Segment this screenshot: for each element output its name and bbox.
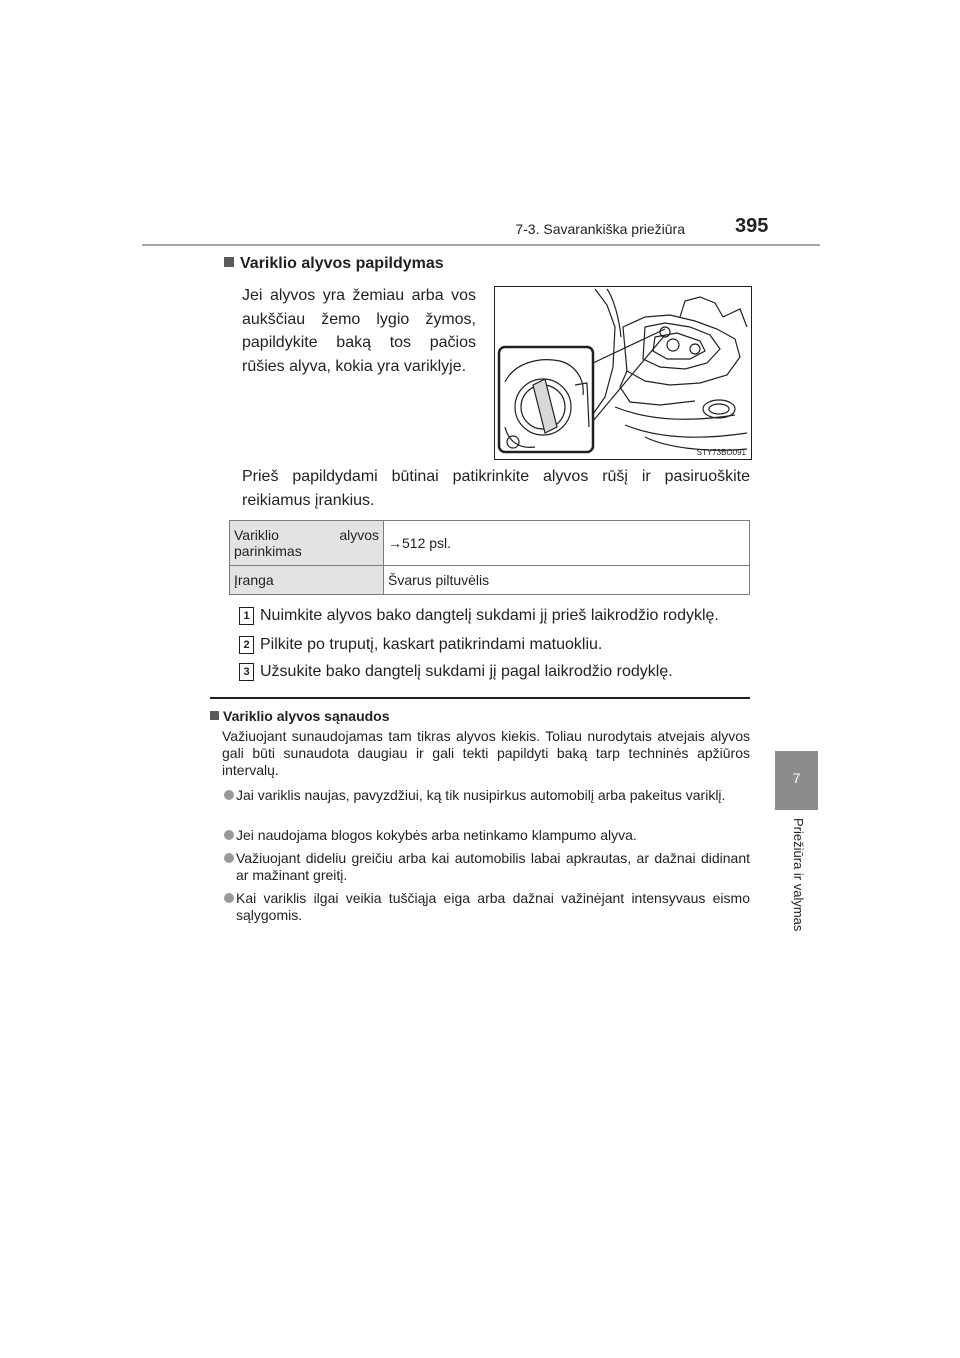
engine-bay-drawing bbox=[495, 287, 751, 459]
consumption-body: Važiuojant sunaudojamas tam tikras alyvos kiekis. Toliau nurodytais atvejais alyvos gali būti sunaudota daugiau ir gali tekti papildyti baką tarp techninės apžiūros intervalų. bbox=[222, 728, 750, 778]
refill-heading bbox=[224, 255, 444, 273]
table-label-cell: Variklio alyvos parinkimas bbox=[230, 521, 384, 566]
list-item-text: Jai variklis naujas, pavyzdžiui, ką tik nusipirkus automobilį arba pakeitus variklį. bbox=[236, 787, 726, 803]
square-bullet-icon bbox=[224, 257, 234, 267]
table-row bbox=[230, 521, 750, 566]
chapter-title-vertical bbox=[788, 818, 808, 950]
table-row bbox=[230, 566, 750, 595]
chapter-title: Priežiūra ir valymas bbox=[791, 818, 806, 932]
table-label-cell: Įranga bbox=[230, 566, 384, 595]
list-item-text: Jei naudojama blogos kokybės arba netinkamo klampumo alyva. bbox=[236, 827, 637, 843]
step-text: Užsukite bako dangtelį sukdami jį pagal laikrodžio rodyklę. bbox=[260, 663, 673, 680]
step-text: Pilkite po truputį, kaskart patikrindami matuokliu. bbox=[260, 636, 603, 653]
engine-oil-cap-illustration bbox=[494, 286, 752, 460]
square-bullet-icon bbox=[210, 711, 219, 720]
header-divider bbox=[142, 244, 820, 246]
step-number-badge: 2 bbox=[239, 636, 254, 654]
list-item-text: Važiuojant dideliu greičiu arba kai automobilis labai apkrautas, ar dažnai didinant ar mažinant greitį. bbox=[236, 850, 750, 883]
table-value-cell: →512 psl. bbox=[384, 521, 750, 566]
bullet-dot-icon bbox=[224, 830, 234, 840]
step-text: Nuimkite alyvos bako dangtelį sukdami jį prieš laikrodžio rodyklę. bbox=[260, 607, 719, 624]
bullet-dot-icon bbox=[224, 893, 234, 903]
list-item bbox=[222, 787, 750, 804]
step-number-badge: 1 bbox=[239, 607, 254, 625]
list-item-text: Kai variklis ilgai veikia tuščiąja eiga arba dažnai važinėjant intensyvaus eismo sąlygomis. bbox=[236, 890, 750, 923]
section-divider bbox=[210, 697, 750, 699]
table-value-cell: Švarus piltuvėlis bbox=[384, 566, 750, 595]
refill-title: Variklio alyvos papildymas bbox=[240, 255, 444, 272]
consumption-title: Variklio alyvos sąnaudos bbox=[223, 708, 390, 724]
bullet-dot-icon bbox=[224, 790, 234, 800]
consumption-heading bbox=[210, 708, 390, 724]
section-heading: 7-3. Savarankiška priežiūra bbox=[515, 221, 685, 237]
list-item bbox=[222, 890, 750, 924]
chapter-number: 7 bbox=[792, 770, 801, 786]
list-item bbox=[222, 850, 750, 884]
refill-note: Prieš papildydami būtinai patikrinkite alyvos rūšį ir pasiruoškite reikiamus įrankius. bbox=[242, 468, 750, 509]
figure-code: STY73BO091 bbox=[696, 448, 746, 457]
list-item bbox=[222, 827, 750, 844]
requirements-table bbox=[229, 520, 750, 595]
refill-body: Jei alyvos yra žemiau arba vos aukščiau žemo lygio žymos, papildykite baką tos pačios rūšies alyva, kokia yra variklyje. bbox=[242, 287, 476, 375]
bullet-dot-icon bbox=[224, 853, 234, 863]
step-number-badge: 3 bbox=[239, 663, 254, 681]
page-number: 395 bbox=[735, 215, 769, 237]
